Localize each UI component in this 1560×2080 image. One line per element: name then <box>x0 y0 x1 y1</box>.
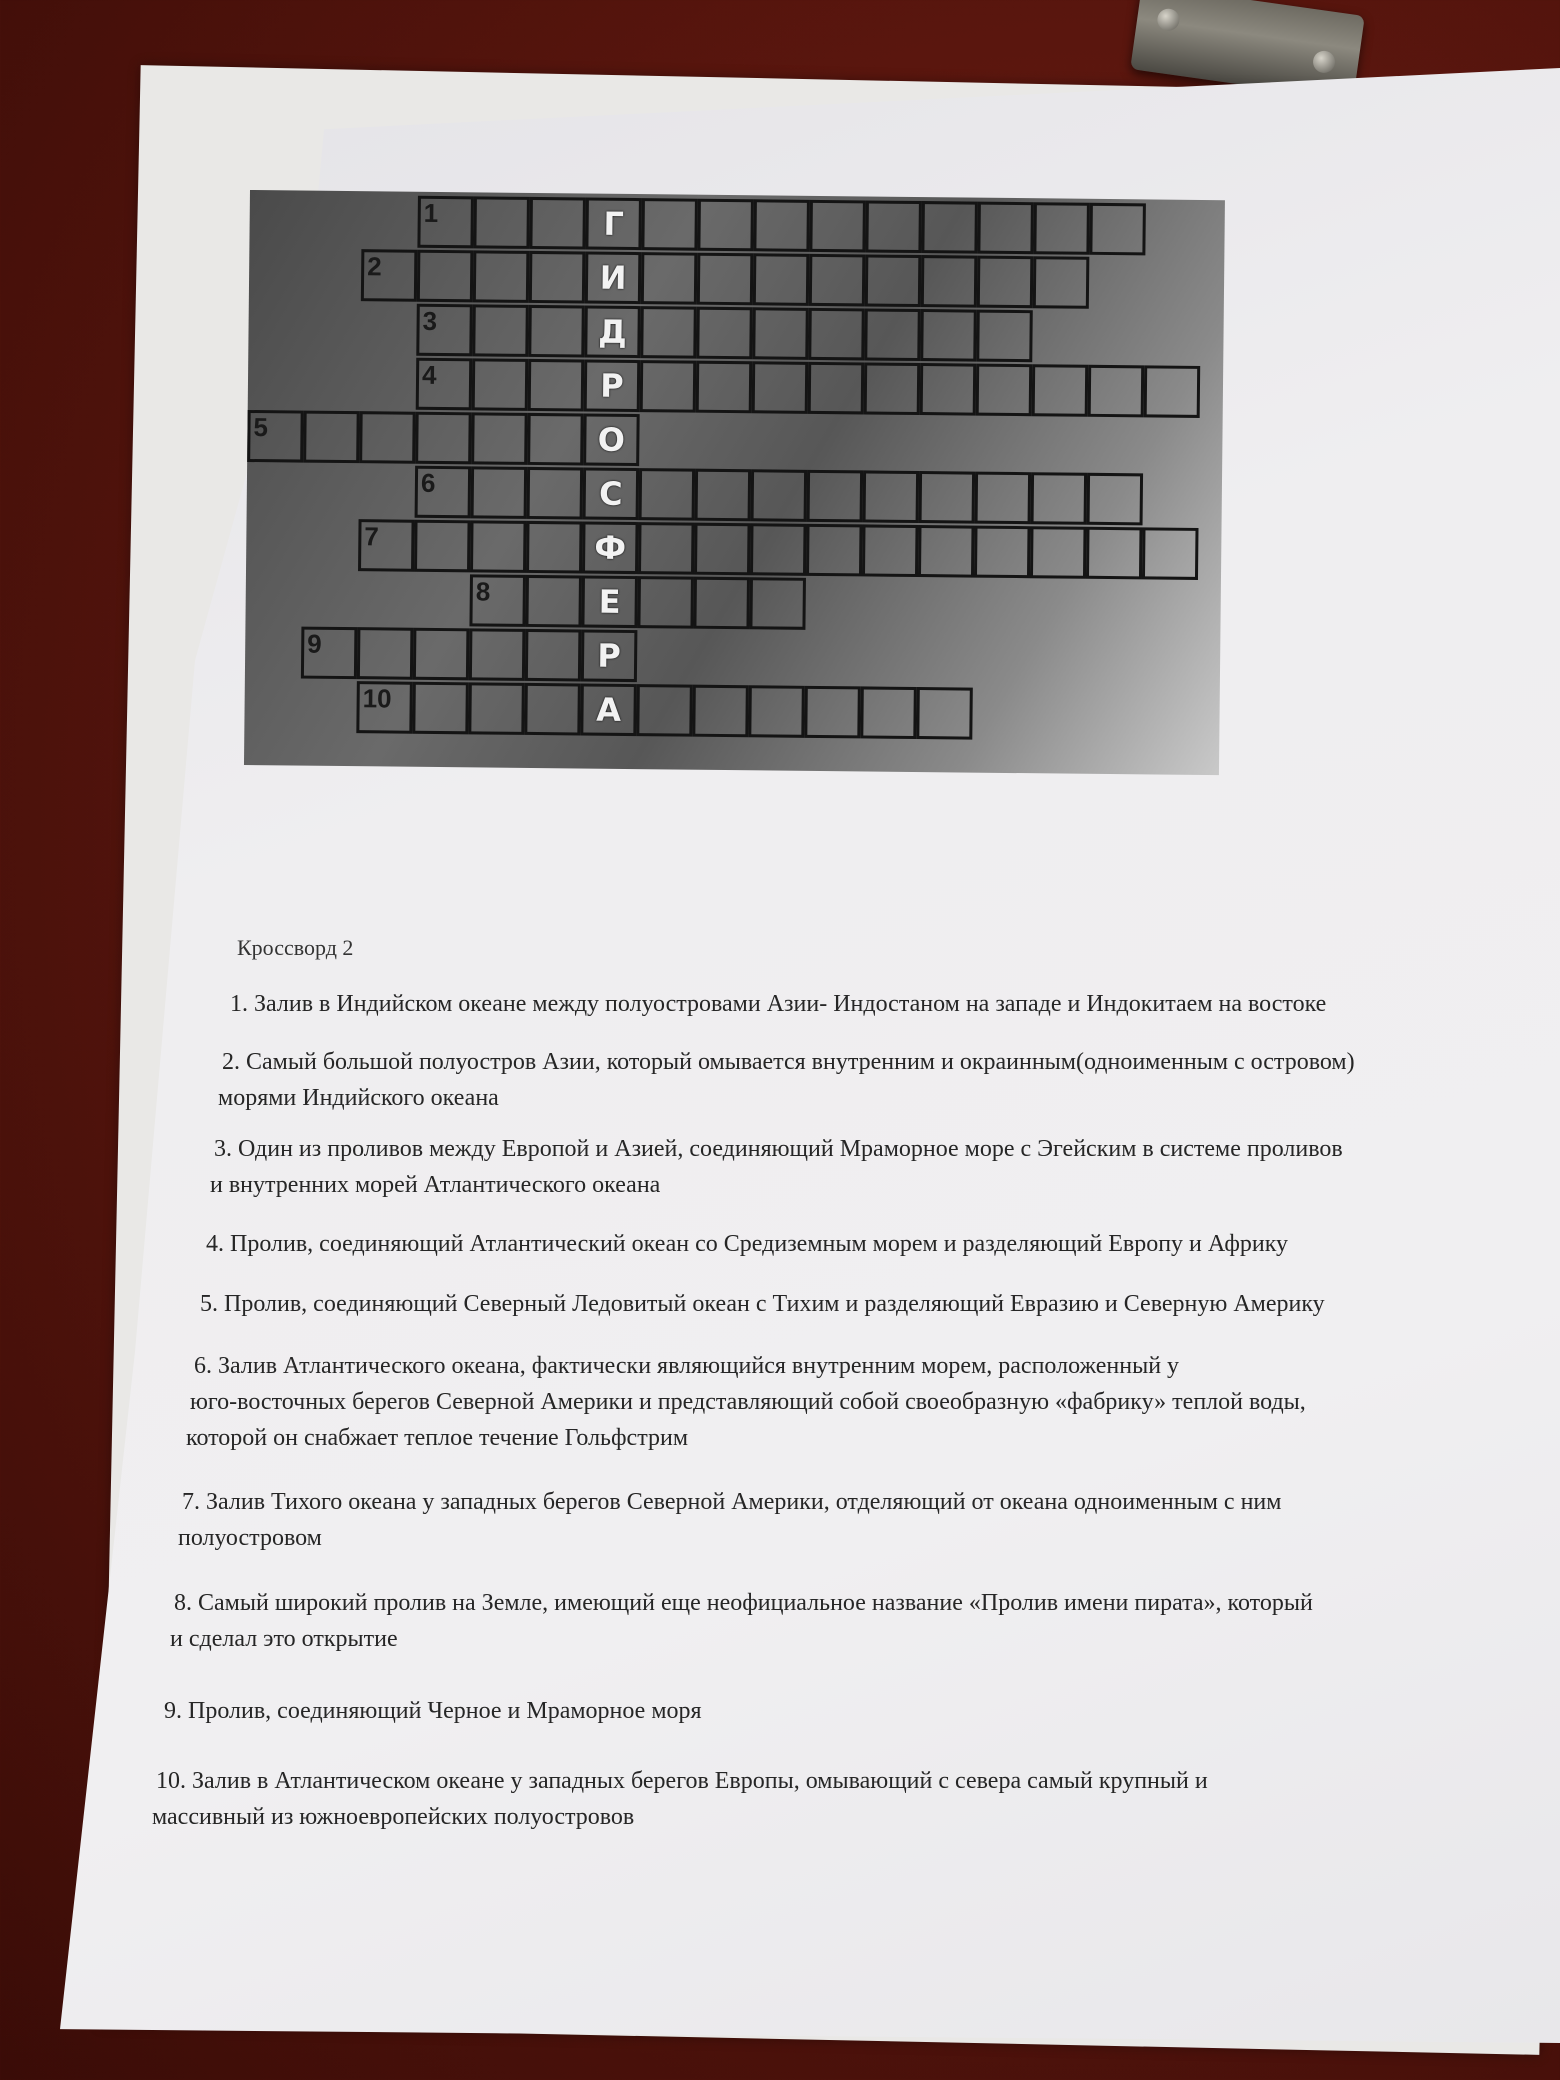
crossword-cell <box>865 200 922 253</box>
clue-item: 4. Пролив, соединяющий Атлантический океан со Средиземным морем и разделяющий Европу и Африку <box>206 1231 1289 1257</box>
keyword-letter: О <box>597 420 626 459</box>
crossword-cell <box>640 360 697 413</box>
crossword-cell <box>528 305 585 358</box>
clip-rivet <box>1312 49 1337 74</box>
crossword-cell <box>1088 365 1145 418</box>
crossword-cell <box>921 255 978 308</box>
crossword-cell <box>470 520 527 573</box>
crossword-row-number: 2 <box>367 251 382 282</box>
crossword-cell <box>752 307 809 360</box>
crossword-cell <box>639 468 696 521</box>
clue-item-continued: морями Индийского океана <box>218 1085 499 1111</box>
clue-item-continued: юго-восточных берегов Северной Америки и представляющий собой своеобразную «фабрику» теплой воды, <box>190 1389 1306 1415</box>
crossword-cell <box>414 520 471 573</box>
crossword-row-number: 6 <box>420 467 436 498</box>
crossword-cell <box>975 472 1032 525</box>
crossword-cell <box>809 254 866 307</box>
crossword-cell <box>473 196 530 249</box>
crossword-cell <box>697 253 754 306</box>
crossword-cell <box>640 306 697 359</box>
crossword-cell <box>472 358 529 411</box>
crossword-cell <box>864 308 921 361</box>
crossword-cell <box>524 683 581 736</box>
crossword-cell <box>359 411 416 464</box>
clip-rivet <box>1156 7 1181 32</box>
crossword-cell <box>862 524 919 577</box>
crossword-cell <box>865 254 922 307</box>
crossword-cell <box>977 202 1034 255</box>
crossword-cell <box>641 198 698 251</box>
crossword-cell <box>471 466 528 519</box>
keyword-letter: Е <box>598 582 621 621</box>
crossword-row-number: 10 <box>362 683 392 714</box>
crossword-cell <box>526 521 583 574</box>
crossword-row-number: 1 <box>423 197 439 228</box>
crossword-cell <box>919 471 976 524</box>
clue-item-continued: и внутренних морей Атлантического океана <box>210 1172 661 1198</box>
clue-item-continued: полуостровом <box>178 1525 322 1551</box>
crossword-cell <box>1086 527 1143 580</box>
clue-item-continued: массивный из южноевропейских полуостровов <box>152 1804 635 1830</box>
keyword-letter: А <box>595 690 622 729</box>
clue-item: 7. Залив Тихого океана у западных берегов Северной Америки, отделяющий от океана одноименным с ним <box>182 1489 1282 1515</box>
crossword-cell <box>525 575 582 628</box>
crossword-cell <box>529 197 586 250</box>
crossword-row-number: 4 <box>421 359 437 390</box>
crossword-cell <box>469 628 526 681</box>
crossword-cell <box>809 200 866 253</box>
crossword-row-number: 9 <box>307 628 322 659</box>
crossword-cell <box>752 361 809 414</box>
crossword-row-number: 3 <box>422 305 438 336</box>
crossword-cell <box>641 252 698 305</box>
clue-item: 10. Залив в Атлантическом океане у западных берегов Европы, омывающий с севера самый крупный и <box>156 1768 1208 1794</box>
crossword-cell <box>695 469 752 522</box>
crossword-cell <box>804 686 861 739</box>
crossword-cell <box>412 682 469 735</box>
crossword-cell <box>471 412 528 465</box>
crossword-cell <box>413 628 470 681</box>
crossword-cell <box>638 522 695 575</box>
crossword-cell <box>1087 473 1144 526</box>
crossword-cell <box>1142 527 1199 580</box>
crossword-cell <box>694 523 751 576</box>
clue-item: 3. Один из проливов между Европой и Азией, соединяющий Мраморное море с Эгейским в системе проливов <box>214 1136 1343 1162</box>
crossword-cell <box>920 309 977 362</box>
crossword-cell <box>916 687 973 740</box>
crossword-cell <box>750 523 807 576</box>
crossword-cell <box>863 470 920 523</box>
crossword-cell <box>697 199 754 252</box>
clue-item: 5. Пролив, соединяющий Северный Ледовитый океан с Тихим и разделяющий Евразию и Северную Америку <box>200 1291 1325 1317</box>
crossword-cell <box>525 629 582 682</box>
crossword-cell <box>748 685 805 738</box>
crossword-cell <box>918 525 975 578</box>
crossword-cell <box>753 253 810 306</box>
crossword-cell <box>806 524 863 577</box>
crossword-cell <box>472 304 529 357</box>
crossword-cell <box>303 411 360 464</box>
clue-item: 8. Самый широкий пролив на Земле, имеющий еще неофициальное название «Пролив имени пирата», который <box>174 1590 1313 1616</box>
crossword-row-number: 8 <box>475 576 491 607</box>
crossword-cell <box>749 577 806 630</box>
keyword-letter: Г <box>603 204 625 243</box>
crossword-cell <box>974 526 1031 579</box>
keyword-letter: С <box>598 474 623 513</box>
crossword-cell <box>637 576 694 629</box>
crossword-cell <box>636 684 693 737</box>
clue-item: 6. Залив Атлантического океана, фактически являющийся внутренним морем, расположенный у <box>194 1353 1180 1379</box>
keyword-letter: Д <box>598 312 627 351</box>
keyword-letter: Р <box>597 636 622 675</box>
crossword-cell <box>357 627 414 680</box>
crossword-cell <box>1031 472 1088 525</box>
crossword-cell <box>1030 526 1087 579</box>
crossword-cell <box>417 250 474 303</box>
crossword-cell <box>468 682 525 735</box>
clue-item: 2. Самый большой полуостров Азии, который омывается внутренним и окраинным(одноименным с островом) <box>222 1049 1355 1075</box>
crossword-cell <box>976 310 1033 363</box>
crossword-cell <box>696 307 753 360</box>
clue-item-continued: которой он снабжает теплое течение Гольфстрим <box>186 1425 689 1451</box>
crossword-cell <box>977 256 1034 309</box>
crossword-cell <box>1089 203 1146 256</box>
crossword-cell <box>527 413 584 466</box>
crossword-grid <box>244 190 1225 775</box>
crossword-cell <box>1144 365 1201 418</box>
crossword-cell <box>920 363 977 416</box>
document-title: Кроссворд 2 <box>237 935 354 960</box>
keyword-letter: Ф <box>594 528 627 567</box>
crossword-cell <box>528 359 585 412</box>
crossword-cell <box>860 686 917 739</box>
crossword-cell <box>753 199 810 252</box>
crossword-cell <box>693 577 750 630</box>
crossword-cell <box>696 361 753 414</box>
crossword-cell <box>808 362 865 415</box>
crossword-cell <box>1032 364 1089 417</box>
crossword-cell <box>1033 202 1090 255</box>
keyword-letter: И <box>599 258 627 297</box>
crossword-cell <box>864 362 921 415</box>
crossword-cell <box>529 251 586 304</box>
crossword-cell <box>807 470 864 523</box>
crossword-cell <box>751 469 808 522</box>
crossword-cell <box>692 685 749 738</box>
crossword-cell <box>808 308 865 361</box>
crossword-row-number: 7 <box>364 521 380 552</box>
keyword-letter: Р <box>600 366 624 405</box>
crossword-cell <box>473 250 530 303</box>
crossword-cell <box>1033 256 1090 309</box>
crossword-cell <box>976 364 1033 417</box>
crossword-cell <box>527 467 584 520</box>
crossword-cell <box>415 412 472 465</box>
clue-item: 9. Пролив, соединяющий Черное и Мраморное моря <box>164 1698 702 1724</box>
clue-item: 1. Залив в Индийском океане между полуостровами Азии- Индостаном на западе и Индокитаем на востоке <box>230 991 1327 1017</box>
clue-item-continued: и сделал это открытие <box>170 1626 398 1652</box>
crossword-row-number: 5 <box>253 412 269 443</box>
crossword-cell <box>921 201 978 254</box>
